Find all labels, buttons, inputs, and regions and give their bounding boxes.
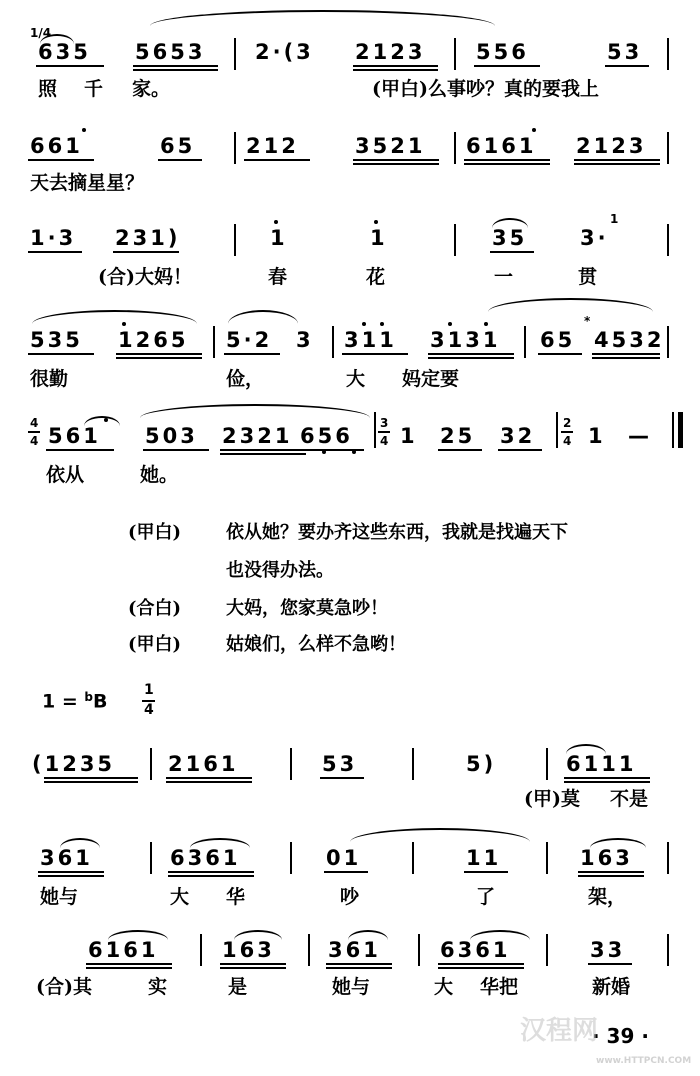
barline bbox=[454, 38, 456, 70]
note-group: 6361 bbox=[170, 846, 241, 870]
octave-dot bbox=[104, 418, 108, 422]
lyric: (合)其 bbox=[36, 976, 92, 998]
beam-line bbox=[324, 871, 368, 873]
lyric: 她与 bbox=[40, 886, 79, 908]
note-group: 556 bbox=[476, 40, 529, 64]
note-group: 11 bbox=[466, 846, 502, 870]
tie-arc bbox=[190, 838, 250, 848]
beam-line bbox=[113, 251, 179, 253]
note-group: 5653 bbox=[135, 40, 206, 64]
beam-line bbox=[353, 69, 438, 71]
sharp-mark: * bbox=[584, 314, 591, 328]
note-group: 1 bbox=[588, 424, 606, 448]
note-group: — bbox=[628, 424, 652, 448]
lyric: 贯 bbox=[578, 266, 598, 288]
tie-arc bbox=[470, 930, 530, 940]
beam-line bbox=[538, 353, 582, 355]
beam-line bbox=[353, 65, 438, 67]
lyric: 大 bbox=[346, 368, 366, 390]
dialogue-text: 也没得办法。 bbox=[226, 560, 334, 581]
dialogue-speaker: (甲白) bbox=[128, 522, 182, 543]
beam-line bbox=[326, 967, 392, 969]
tie-arc bbox=[40, 34, 74, 44]
note-group: 163 bbox=[580, 846, 633, 870]
beam-line bbox=[438, 963, 524, 965]
beam-line bbox=[36, 65, 104, 67]
time-sig-bottom: 4 bbox=[30, 434, 39, 448]
lyric: (甲白)么事吵？真的要我上 bbox=[372, 78, 599, 100]
note-group: 53 bbox=[607, 40, 643, 64]
beam-line bbox=[490, 251, 534, 253]
lyric: 妈定要 bbox=[402, 368, 460, 390]
beam-line bbox=[474, 65, 540, 67]
beam-line bbox=[38, 875, 104, 877]
beam-line bbox=[133, 69, 218, 71]
note-group: 01 bbox=[326, 846, 362, 870]
note-group: 503 bbox=[145, 424, 198, 448]
slur-arc bbox=[140, 404, 370, 418]
beam-line bbox=[168, 871, 254, 873]
beam-line bbox=[86, 963, 172, 965]
barline bbox=[308, 934, 310, 966]
beam-line bbox=[143, 449, 209, 451]
beam-line bbox=[438, 449, 482, 451]
beam-line bbox=[588, 963, 632, 965]
octave-dot bbox=[484, 322, 488, 326]
lyric: (合)大妈！ bbox=[98, 266, 192, 288]
beam-line bbox=[46, 449, 114, 451]
note-group: 1 bbox=[400, 424, 418, 448]
lyric: 天去摘星星？ bbox=[30, 172, 145, 194]
beam-line bbox=[44, 777, 138, 779]
octave-dot bbox=[380, 322, 384, 326]
note-group: 3 bbox=[296, 328, 314, 352]
note-group: 65 bbox=[160, 134, 196, 158]
watermark-url: www.HTTPCN.COM bbox=[596, 1056, 692, 1066]
lyric: 是 bbox=[228, 976, 248, 998]
barline bbox=[667, 38, 669, 70]
tie-arc bbox=[566, 744, 606, 754]
beam-line bbox=[133, 65, 218, 67]
octave-dot bbox=[362, 322, 366, 326]
beam-line bbox=[116, 353, 202, 355]
tie-arc bbox=[60, 838, 100, 848]
beam-line bbox=[498, 449, 542, 451]
slur-arc bbox=[150, 10, 495, 26]
time-sig-bottom: 4 bbox=[380, 434, 389, 448]
beam-line bbox=[353, 163, 439, 165]
lyric: 照 bbox=[38, 78, 58, 100]
note-group: 2161 bbox=[168, 752, 239, 776]
slur-arc bbox=[32, 310, 197, 324]
barline bbox=[454, 224, 456, 256]
beam-line bbox=[28, 353, 94, 355]
lyric: 春 bbox=[268, 266, 288, 288]
barline bbox=[200, 934, 202, 966]
beam-line bbox=[592, 353, 660, 355]
note-group: 163 bbox=[222, 938, 275, 962]
note-group: 3131 bbox=[430, 328, 501, 352]
lyric: (甲)莫 bbox=[524, 788, 580, 810]
octave-dot bbox=[532, 128, 536, 132]
flat-sign: b bbox=[84, 690, 93, 704]
note-group: 6161 bbox=[466, 134, 537, 158]
beam-line bbox=[326, 963, 392, 965]
octave-dot bbox=[448, 322, 452, 326]
note-group: 4532 bbox=[594, 328, 665, 352]
barline bbox=[234, 224, 236, 256]
note-group: 3· bbox=[580, 226, 609, 250]
tie-arc bbox=[348, 930, 388, 940]
beam-line bbox=[244, 159, 310, 161]
note-group: 1 bbox=[370, 226, 388, 250]
beam-line bbox=[564, 777, 650, 779]
barline bbox=[418, 934, 420, 966]
beam-line bbox=[116, 357, 202, 359]
lyric: 实 bbox=[148, 976, 168, 998]
note-group: 1265 bbox=[118, 328, 189, 352]
barline bbox=[234, 38, 236, 70]
barline bbox=[234, 132, 236, 164]
beam-line bbox=[564, 781, 650, 783]
beam-line bbox=[28, 251, 82, 253]
time-sig-top: 1 bbox=[144, 682, 154, 698]
beam-line bbox=[438, 967, 524, 969]
note-group: 33 bbox=[590, 938, 626, 962]
lyric: 架， bbox=[588, 886, 627, 908]
dialogue-text: 姑娘们，么样不急哟！ bbox=[226, 634, 406, 655]
beam-line bbox=[44, 781, 138, 783]
barline bbox=[332, 326, 334, 358]
beam-line bbox=[578, 875, 644, 877]
dialogue-speaker: (甲白) bbox=[128, 634, 182, 655]
barline bbox=[290, 748, 292, 780]
beam-line bbox=[464, 159, 550, 161]
time-sig-bottom: 4 bbox=[563, 434, 572, 448]
beam-line bbox=[464, 163, 550, 165]
lyric: 大 bbox=[170, 886, 190, 908]
octave-dot bbox=[82, 128, 86, 132]
note-group: 3521 bbox=[355, 134, 426, 158]
barline bbox=[524, 326, 526, 358]
beam-line bbox=[224, 353, 280, 355]
final-barline-thick bbox=[678, 412, 683, 448]
beam-line bbox=[605, 65, 649, 67]
note-group: 6161 bbox=[88, 938, 159, 962]
lyric: 千 bbox=[84, 78, 104, 100]
time-sig-top: 3 bbox=[380, 416, 389, 430]
barline bbox=[412, 842, 414, 874]
lyric: 她与 bbox=[332, 976, 371, 998]
dialogue-text: 依从她？要办齐这些东西，我就是找遍天下 bbox=[226, 522, 568, 543]
note-group: 635 bbox=[38, 40, 91, 64]
dialogue-text: 大妈，您家莫急吵！ bbox=[226, 598, 388, 619]
beam-line bbox=[28, 159, 94, 161]
note-group: (1235 bbox=[32, 752, 116, 776]
final-barline-thin bbox=[672, 412, 674, 448]
beam-line bbox=[166, 777, 252, 779]
note-group: 311 bbox=[344, 328, 397, 352]
note-group: 35 bbox=[492, 226, 528, 250]
note-group: 2·(3 bbox=[255, 40, 314, 64]
note-group: 5) bbox=[466, 752, 497, 776]
tie-arc bbox=[492, 218, 528, 228]
lyric: 一 bbox=[494, 266, 514, 288]
note-group: 6111 bbox=[566, 752, 637, 776]
barline bbox=[290, 842, 292, 874]
note-group: 5·2 bbox=[226, 328, 273, 352]
note-group: 535 bbox=[30, 328, 83, 352]
octave-dot bbox=[374, 220, 378, 224]
beam-line bbox=[220, 967, 286, 969]
lyric: 华 bbox=[226, 886, 246, 908]
watermark-logo: 汉程网 bbox=[520, 1016, 599, 1046]
octave-dot bbox=[122, 322, 126, 326]
lyric: 不是 bbox=[610, 788, 649, 810]
barline bbox=[374, 412, 376, 448]
dialogue-speaker: (合白) bbox=[128, 598, 182, 619]
note-group: 2123 bbox=[355, 40, 426, 64]
lyric: 她。 bbox=[140, 464, 179, 486]
barline bbox=[150, 748, 152, 780]
note-group: 361 bbox=[40, 846, 93, 870]
tie-arc bbox=[234, 930, 282, 940]
note-group: 661 bbox=[30, 134, 83, 158]
beam-line bbox=[342, 353, 408, 355]
note-group: 2321 bbox=[222, 424, 293, 448]
barline bbox=[667, 842, 669, 874]
note-group: 561 bbox=[48, 424, 101, 448]
beam-line bbox=[353, 159, 439, 161]
beam-line bbox=[464, 871, 508, 873]
lyric: 花 bbox=[366, 266, 386, 288]
barline bbox=[412, 748, 414, 780]
tie-arc bbox=[590, 838, 646, 848]
lyric: 华把 bbox=[480, 976, 519, 998]
barline bbox=[546, 842, 548, 874]
beam-line bbox=[86, 967, 172, 969]
lyric: 家。 bbox=[132, 78, 171, 100]
note-group: 53 bbox=[322, 752, 358, 776]
octave-dot bbox=[274, 220, 278, 224]
barline bbox=[667, 224, 669, 256]
slur-arc bbox=[488, 298, 653, 312]
time-sig-line bbox=[378, 431, 390, 433]
note-group: 361 bbox=[328, 938, 381, 962]
beam-line bbox=[578, 871, 644, 873]
tie-arc bbox=[108, 930, 168, 940]
barline bbox=[546, 748, 548, 780]
barline bbox=[556, 412, 558, 448]
time-sig-top: 4 bbox=[30, 416, 39, 430]
beam-line bbox=[320, 777, 364, 779]
lyric: 依从 bbox=[46, 464, 85, 486]
beam-line bbox=[592, 357, 660, 359]
beam-line bbox=[428, 353, 514, 355]
note-group: 656 bbox=[300, 424, 353, 448]
note-group: 231) bbox=[115, 226, 181, 250]
barline bbox=[454, 132, 456, 164]
barline bbox=[546, 934, 548, 966]
note-group: 1·3 bbox=[30, 226, 77, 250]
time-sig-line bbox=[561, 431, 573, 433]
beam-line bbox=[220, 453, 306, 455]
beam-line bbox=[220, 963, 286, 965]
beam-line bbox=[158, 159, 202, 161]
note-group: 25 bbox=[440, 424, 476, 448]
lyric: 了 bbox=[476, 886, 496, 908]
note-group: 1 bbox=[270, 226, 288, 250]
beam-line bbox=[298, 449, 364, 451]
lyric: 吵 bbox=[340, 886, 360, 908]
beam-line bbox=[166, 781, 252, 783]
barline bbox=[667, 934, 669, 966]
note-group: 6361 bbox=[440, 938, 511, 962]
note-group: 212 bbox=[246, 134, 299, 158]
barline bbox=[213, 326, 215, 358]
beam-line bbox=[574, 163, 660, 165]
beam-line bbox=[38, 871, 104, 873]
beam-line bbox=[428, 357, 514, 359]
note-group: 65 bbox=[540, 328, 576, 352]
time-sig-line bbox=[28, 431, 40, 433]
key-signature: 1 = $^b$B bbox=[42, 690, 108, 713]
beam-line bbox=[220, 449, 306, 451]
lyric: 大 bbox=[434, 976, 454, 998]
slur-arc bbox=[228, 310, 298, 324]
barline bbox=[150, 842, 152, 874]
tie-arc bbox=[84, 416, 120, 426]
time-sig-top: 2 bbox=[563, 416, 572, 430]
beam-line bbox=[168, 875, 254, 877]
lyric: 新婚 bbox=[592, 976, 631, 998]
grace-note: 1 bbox=[610, 212, 619, 226]
barline bbox=[667, 326, 669, 358]
note-group: 2123 bbox=[576, 134, 647, 158]
time-sig-bottom: 4 bbox=[144, 702, 154, 718]
slur-arc bbox=[350, 828, 530, 842]
note-group: 32 bbox=[500, 424, 536, 448]
page-number: · 39 · bbox=[592, 1024, 649, 1048]
barline bbox=[667, 132, 669, 164]
meter-mark: 1/4 bbox=[30, 26, 52, 40]
lyric: 很勤 bbox=[30, 368, 69, 390]
beam-line bbox=[574, 159, 660, 161]
lyric: 俭， bbox=[226, 368, 265, 390]
